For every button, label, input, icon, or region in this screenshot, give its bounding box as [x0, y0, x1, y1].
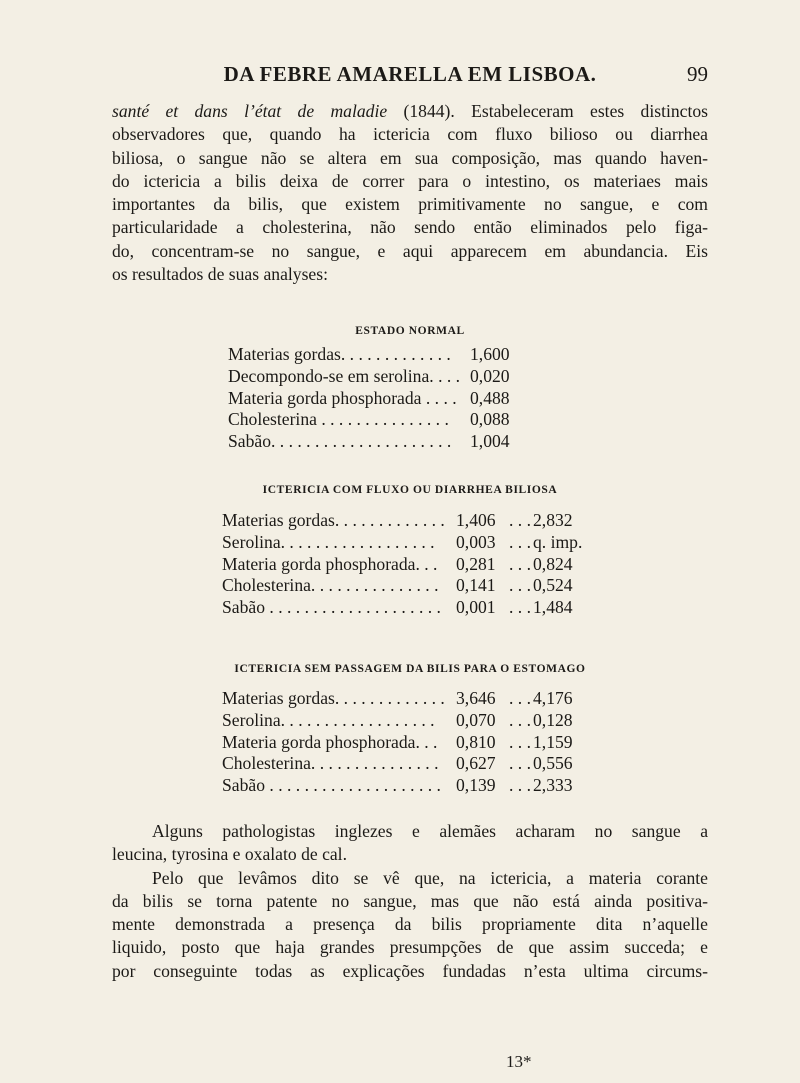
cell-v1: 0,088: [470, 409, 510, 430]
cell-v2: 0,556: [533, 753, 573, 774]
cell-v2: 0,128: [533, 709, 573, 730]
page-title: DA FEBRE AMARELLA EM LISBOA.: [223, 62, 597, 86]
cell-sep: . . .: [509, 531, 531, 552]
cell-v1: 0,141: [456, 575, 496, 596]
cell-label: Cholesterina . . . . . . . . . . . . . . .: [228, 409, 449, 430]
cell-v2: 4,176: [533, 688, 573, 708]
running-header: [112, 62, 708, 92]
cell-v2: q. imp.: [533, 531, 583, 552]
cell-label: Materia gorda phosphorada. . .: [222, 731, 438, 752]
cell-sep: . . .: [509, 688, 531, 708]
cell-v1: 0,020: [470, 365, 510, 386]
signature-mark: 13*: [506, 1052, 532, 1071]
cell-v1: 1,600: [470, 344, 510, 364]
cell-label: Cholesterina. . . . . . . . . . . . . . .: [222, 753, 439, 774]
cell-sep: . . .: [509, 709, 531, 730]
cell-v2: 1,484: [533, 597, 573, 618]
intro-paragraph: [112, 100, 708, 286]
cell-sep: . . .: [509, 753, 531, 774]
cell-sep: . . .: [509, 553, 531, 574]
page-number: 99: [687, 62, 708, 86]
cell-v1: 0,139: [456, 775, 496, 796]
closing-line: Alguns pathologistas inglezes e alemães acharam no sangue a: [152, 821, 708, 841]
cell-v1: 0,001: [456, 597, 496, 618]
cell-v2: 2,333: [533, 775, 573, 796]
cell-label: Cholesterina. . . . . . . . . . . . . . .: [222, 575, 439, 596]
intro-line: observadores que, quando ha ictericia com fluxo bilioso ou diarrhea: [112, 124, 708, 145]
cell-v1: 0,003: [456, 531, 496, 552]
cell-label: Serolina. . . . . . . . . . . . . . . . . .: [222, 709, 435, 730]
table-title: ESTADO NORMAL: [355, 325, 465, 337]
intro-line: os resultados de suas analyses:: [112, 264, 328, 285]
cell-v1: 0,810: [456, 731, 496, 752]
cell-v2: 1,159: [533, 731, 573, 752]
table-title: ICTERICIA COM FLUXO OU DIARRHEA BILIOSA: [262, 484, 558, 496]
closing-line: leucina, tyrosina e oxalato de cal.: [112, 844, 347, 865]
table-title: ICTERICIA SEM PASSAGEM DA BILIS PARA O ESTOMAGO: [234, 663, 586, 675]
intro-line: do ictericia a bilis deixa de correr para o intestino, os materiaes mais: [112, 170, 708, 191]
intro-line: importantes da bilis, que existem primitivamente no sangue, e com: [112, 194, 708, 215]
cell-v1: 3,646: [456, 688, 496, 708]
cell-v2: 0,824: [533, 553, 573, 574]
closing-line: da bilis se torna patente no sangue, mas que não está ainda positiva-: [112, 890, 708, 911]
closing-line: por conseguinte todas as explicações fundadas n’esta ultima circums-: [112, 960, 708, 981]
closing-line: Pelo que levâmos dito se vê que, na ictericia, a materia corante: [152, 867, 708, 888]
cell-label: Sabão . . . . . . . . . . . . . . . . . . . .: [222, 775, 441, 796]
cell-sep: . . .: [509, 775, 531, 796]
cell-label: Materias gordas. . . . . . . . . . . . .: [222, 688, 445, 708]
cell-v2: 0,524: [533, 575, 573, 596]
cell-v1: 1,004: [470, 431, 510, 452]
cell-sep: . . .: [509, 575, 531, 596]
intro-line: do, concentram-se no sangue, e aqui apparecem em abundancia. Eis: [112, 240, 708, 261]
cell-v2: 2,832: [533, 510, 573, 530]
cell-v1: 1,406: [456, 510, 496, 530]
cell-label: Materias gordas. . . . . . . . . . . . .: [228, 344, 451, 364]
cell-label: Materias gordas. . . . . . . . . . . . .: [222, 510, 445, 530]
cell-label: Materia gorda phosphorada. . .: [222, 553, 438, 574]
cell-label: Serolina. . . . . . . . . . . . . . . . . .: [222, 531, 435, 552]
closing-line: liquido, posto que haja grandes presumpções de que assim succeda; e: [112, 937, 708, 958]
intro-line: particularidade a cholesterina, não sendo então eliminados pelo figa-: [112, 217, 708, 238]
cell-sep: . . .: [509, 510, 531, 530]
cell-label: Decompondo-se em serolina. . . .: [228, 365, 461, 386]
cell-sep: . . .: [509, 597, 531, 618]
cell-label: Sabão . . . . . . . . . . . . . . . . . . . .: [222, 597, 441, 618]
cell-v1: 0,488: [470, 387, 510, 408]
cell-label: Sabão. . . . . . . . . . . . . . . . . . . . .: [228, 431, 452, 452]
closing-line: mente demonstrada a presença da bilis propriamente dita n’aquelle: [112, 914, 708, 935]
cell-label: Materia gorda phosphorada . . . .: [228, 387, 457, 408]
cell-v1: 0,281: [456, 553, 496, 574]
intro-line: biliosa, o sangue não se altera em sua composição, mas quando haven-: [112, 147, 708, 168]
cell-v1: 0,070: [456, 709, 496, 730]
intro-line: santé et dans l’état de maladie (1844). Estabeleceram estes distinctos: [112, 101, 708, 121]
closing-paragraph: [112, 820, 708, 983]
cell-sep: . . .: [509, 731, 531, 752]
cell-v1: 0,627: [456, 753, 496, 774]
